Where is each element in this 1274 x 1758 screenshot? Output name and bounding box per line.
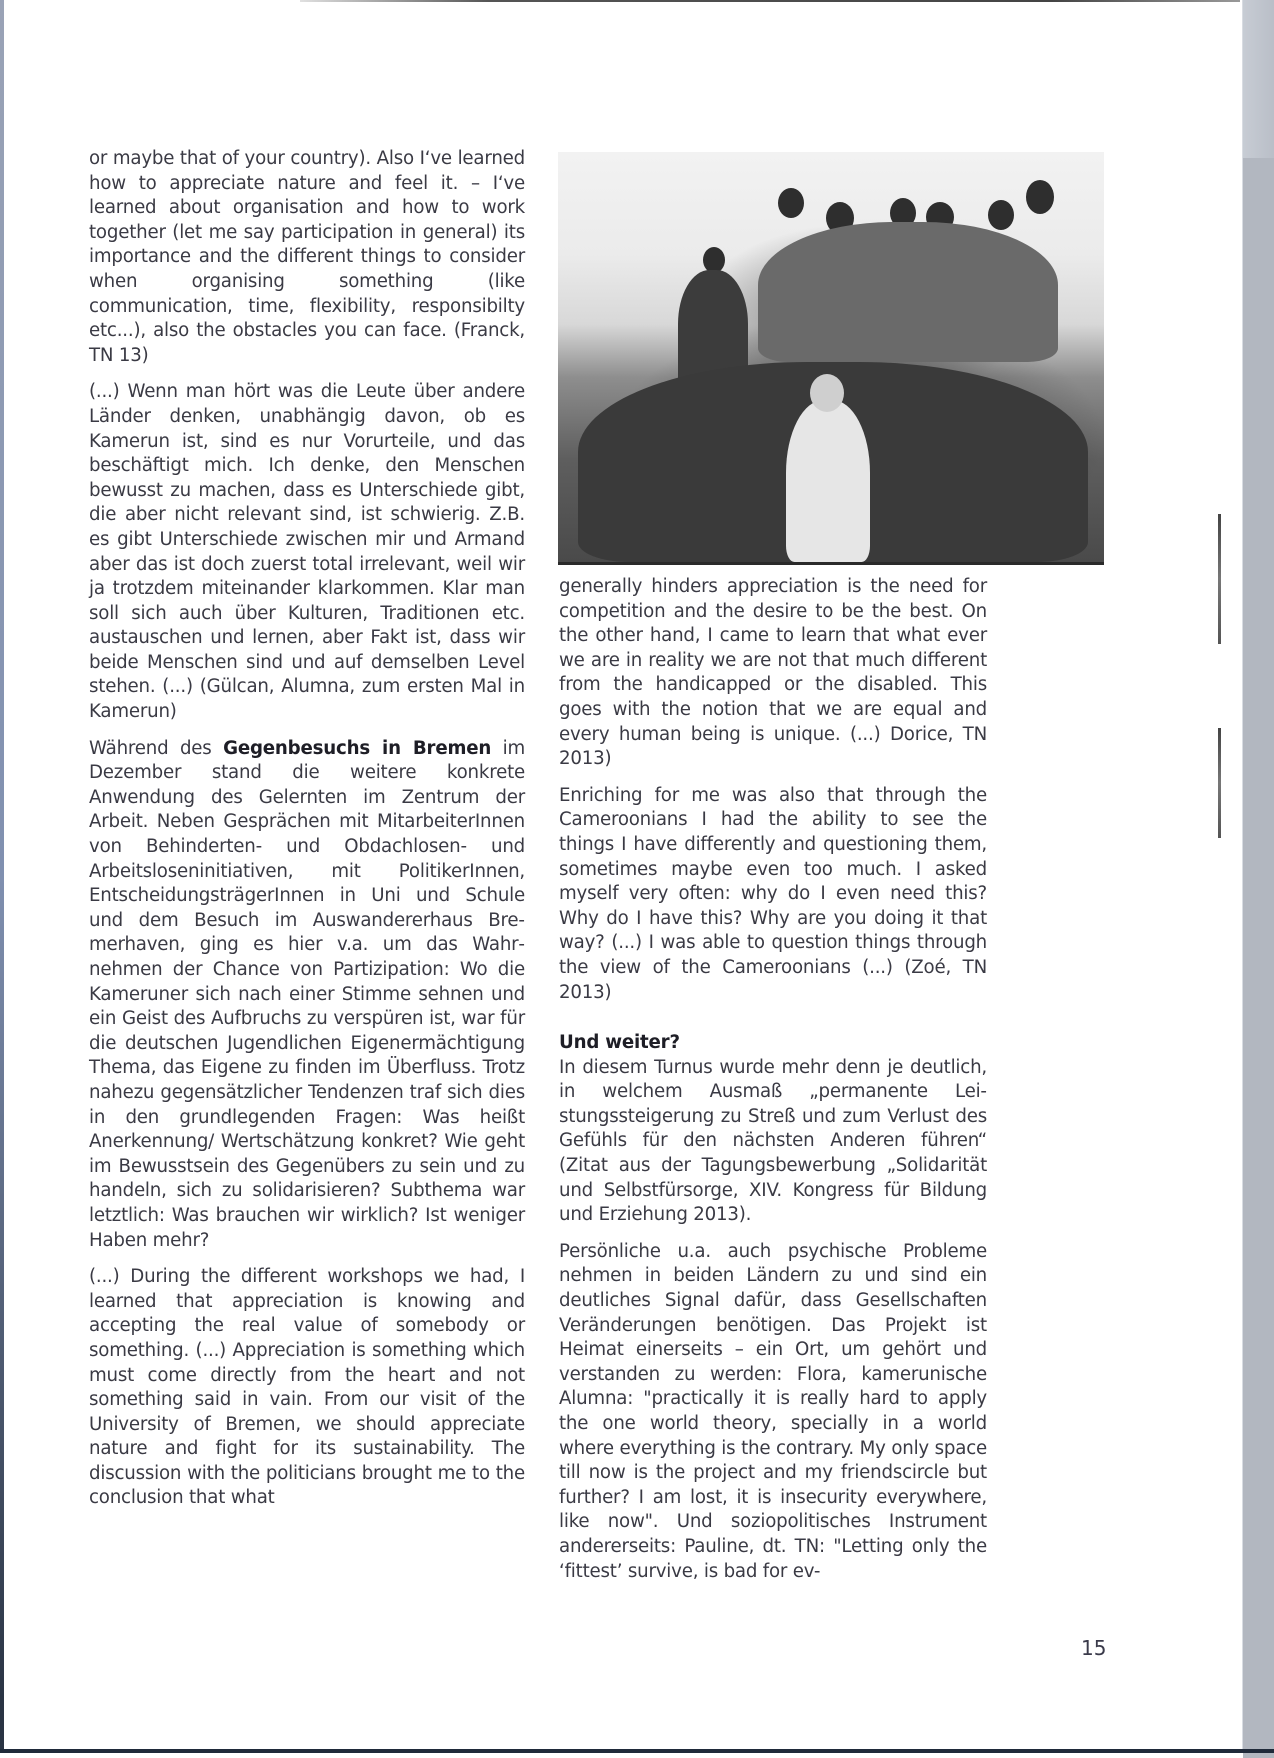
person-silhouette [988,200,1014,230]
person-silhouette [1026,180,1054,214]
right-column [559,575,987,1596]
paragraph-suffix: im Dezember stand die weitere konkrete Anwendung des Gelernten im Zentrum der Arbeit. Neben Gesprächen mit MitarbeiterInnen von Behinderten- und Obdachlosen- und Arbeitsloseninitiativen, mit PolitikerInnen, EntscheidungsträgerInnen in Uni und Schule und dem Besuch im Auswandererhaus Bremerhaven, ging es hier v.a. um das Wahrnehmen der Chance von Partizipation: Wo die Kameruner sich nach einer Stimme sehnen und ein Geist des Aufbruchs zu verspüren ist, war für die deutschen Jugendlichen Eigenermächtigung Thema, das Eigene zu finden im Überfluss. Trotz nahezu gegensätzlicher Tendenzen traf sich dies in den grundlegenden Fragen: Was heißt Anerkennung/ Wertschätzung konkret? Wie geht im Bewusstsein des Gegenübers zu sein und zu handeln, sich zu solidarisieren? Subthema war letztlich: Was brauchen wir wirklich? Ist weniger Haben mehr? [89,737,526,1251]
quote-dorice-start: (...) During the different workshops we had, I learned that appreciation is knowing and accepting the real value of somebody or something. (...) Appreciation is something which must come directly from the heart and not something said in vain. From our visit of the University of Bremen, we should appreciate nature and fight for its sustainability. The discussion with the politicians brought me to the conclusion that what [89,1266,525,1509]
scan-right-margin [1242,0,1274,1753]
quote-dorice-end: generally hinders appreciation is the need for competition and the desire to be the best. On the other hand, I came to learn that what ever we are in reality we are not that much different from the handicapped or the disabled. This goes with the notion that we are equal and every human being is unique. (...) Dorice, TN 2013) [559,576,987,770]
paragraph-turnus: In diesem Turnus wurde mehr denn je deutlich, in welchem Ausmaß „permanente Leistungssteigerung zu Streß und zum Verlust des Gefühls für den nächsten Anderen führen“ (Zitat aus der Tagungsbewerbung „Solidarität und Selbstfürsorge, XIV. Kongress für Bildung und Erziehung 2013). [559,1056,987,1226]
quote-guelcan: (...) Wenn man hört was die Leute über andere Länder denken, unabhängig davon, ob es Kamerun ist, sind es nur Vorurteile, und das beschäftigt mich. Ich denke, den Menschen bewusst zu machen, dass es Unterschiede gibt, die aber nicht relevant sind, ist schwierig. Z.B. es gibt Unterschiede zwischen mir und Armand aber das ist doch zuerst total irrelevant, weil wir ja trotzdem miteinander klarkommen. Klar man soll sich auch über Kulturen, Traditionen etc. austauschen und lernen, aber Fakt ist, dass wir beide Menschen sind und auf demselben Level stehen. (...) (Gülcan, Alumna, zum ersten Mal in Kamerun) [89,381,525,723]
quote-franck: or maybe that of your country). Also I‘ve learned how to appreciate nature and feel it. – I‘ve learned about organisation and how to work together (let me say participation in general) its importance and the different things to consider when organising something (like communication, time, flexibility, responsibilty etc...), also the obstacles you can face. (Franck, TN 13) [89,148,525,366]
paragraph-prefix: Während des [89,737,224,759]
scan-top-edge [300,0,1240,2]
person-silhouette [778,188,804,218]
page-number: 15 [1081,1636,1107,1660]
scan-bottom-edge [0,1749,1274,1753]
paragraph-probleme: Persönliche u.a. auch psychische Probleme nehmen in beiden Ländern zu und sind ein deutliches Signal dafür, dass Gesellschaften Veränderungen benötigen. Das Projekt ist Heimat einerseits – ein Ort, um gehört und verstanden zu werden: Flora, kamerunische Alumna: "practically it is really hard to apply the one world theory, specially in a world where everything is the contrary. My only space till now is the project and my friendscircle but further? I am lost, it is insecurity everywhere, like now". Und soziopolitisches Instrument andererseits: Pauline, dt. TN: "Letting only the ‘fittest’ survive, is bad for ev- [559,1240,987,1582]
person-light-shirt [786,400,870,562]
left-column [89,147,525,1523]
page-edge-mark [1218,514,1221,644]
bold-phrase-gegenbesuch: Gegenbesuchs in Bremen [223,737,492,759]
quote-zoe: Enriching for me was also that through the Cameroonians I had the ability to see the things I have differently and questioning them, sometimes maybe even too much. I asked myself very often: why do I even need this? Why do I have this? Why are you doing it that way? (...) I was able to question things through the view of the Cameroonians (...) (Zoé, TN 2013) [559,784,987,1003]
group-photo [558,152,1104,565]
back-row-group [758,222,1058,362]
person-silhouette [810,374,844,412]
scan-margin-shadow [1243,158,1274,1758]
scan-left-edge [0,0,4,1753]
page-edge-mark [1218,728,1221,838]
paragraph-gegenbesuch [89,737,525,1253]
section-heading-und-weiter: Und weiter? [559,1032,680,1054]
